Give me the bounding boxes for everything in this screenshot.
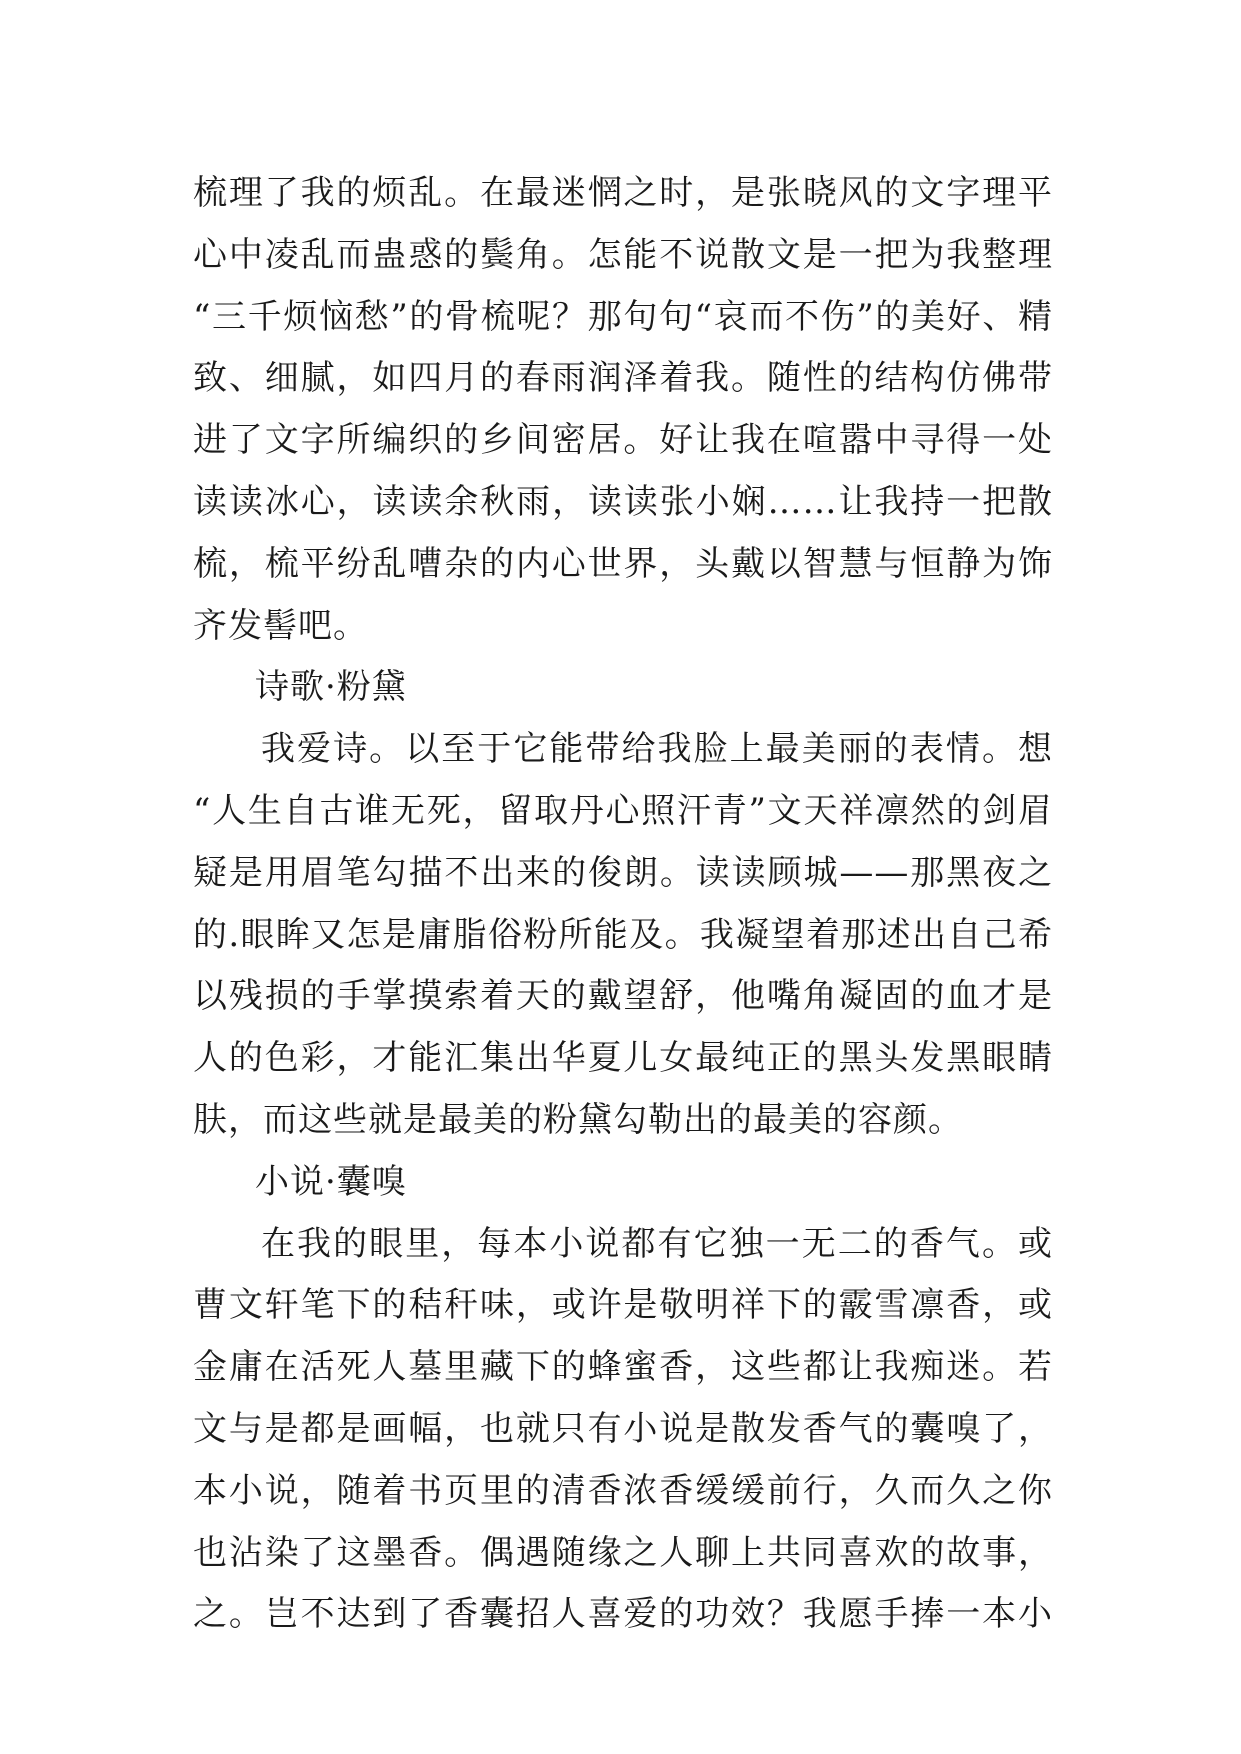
text-line: 曹文轩笔下的秸秆味，或许是敬明祥下的霰雪凛香，或 (193, 1285, 1053, 1326)
article-body (193, 163, 1053, 1646)
text-line: 金庸在活死人墓里藏下的蜂蜜香，这些都让我痴迷。若 (193, 1347, 1053, 1388)
text-line: 我爱诗。以至于它能带给我脸上最美丽的表情。想 (261, 729, 1053, 770)
text-line: 本小说，随着书页里的清香浓香缓缓前行，久而久之你 (193, 1470, 1053, 1511)
text-line: 人的色彩，才能汇集出华夏儿女最纯正的黑头发黑眼睛 (193, 1038, 1053, 1079)
text-line: 读读冰心，读读余秋雨，读读张小娴……让我持一把散 (193, 481, 1053, 522)
text-line: 致、细腻，如四月的春雨润泽着我。随性的结构仿佛带 (193, 358, 1053, 399)
text-line: 以残损的手掌摸索着天的戴望舒，他嘴角凝固的血才是 (193, 976, 1053, 1017)
text-line: 梳理了我的烦乱。在最迷惘之时，是张晓风的文字理平 (193, 173, 1053, 213)
text-line: 也沾染了这墨香。偶遇随缘之人聊上共同喜欢的故事， (193, 1532, 1053, 1573)
text-line: 进了文字所编织的乡间密居。好让我在喧嚣中寻得一处 (193, 420, 1053, 461)
text-line: 在我的眼里，每本小说都有它独一无二的香气。或 (261, 1223, 1053, 1264)
section-heading-poetry: 诗歌·粉黛 (255, 667, 407, 708)
text-line: 的.眼眸又怎是庸脂俗粉所能及。我凝望着那述出自己希 (193, 914, 1053, 955)
section-heading-novel: 小说·囊嗅 (255, 1161, 407, 1202)
text-line: 齐发髻吧。 (193, 605, 368, 646)
paragraph-poetry (193, 719, 1053, 1152)
text-line: 文与是都是画幅，也就只有小说是散发香气的囊嗅了， (193, 1408, 1053, 1449)
text-line: 肤，而这些就是最美的粉黛勾勒出的最美的容颜。 (193, 1099, 963, 1140)
paragraph-hair-comb (193, 163, 1053, 657)
text-line: 之。岂不达到了香囊招人喜爱的功效？我愿手捧一本小 (193, 1594, 1053, 1635)
text-line: 疑是用眉笔勾描不出来的俊朗。读读顾城——那黑夜之 (193, 852, 1053, 893)
paragraph-novel (193, 1214, 1053, 1647)
text-line: 心中凌乱而蛊惑的鬓角。怎能不说散文是一把为我整理 (193, 234, 1053, 275)
text-line: 梳，梳平纷乱嘈杂的内心世界，头戴以智慧与恒静为饰 (193, 543, 1053, 584)
text-line: “人生自古谁无死，留取丹心照汗青”文天祥凛然的剑眉 (193, 790, 1053, 831)
text-line: “三千烦恼愁”的骨梳呢？那句句“哀而不伤”的美好、精 (193, 296, 1053, 337)
